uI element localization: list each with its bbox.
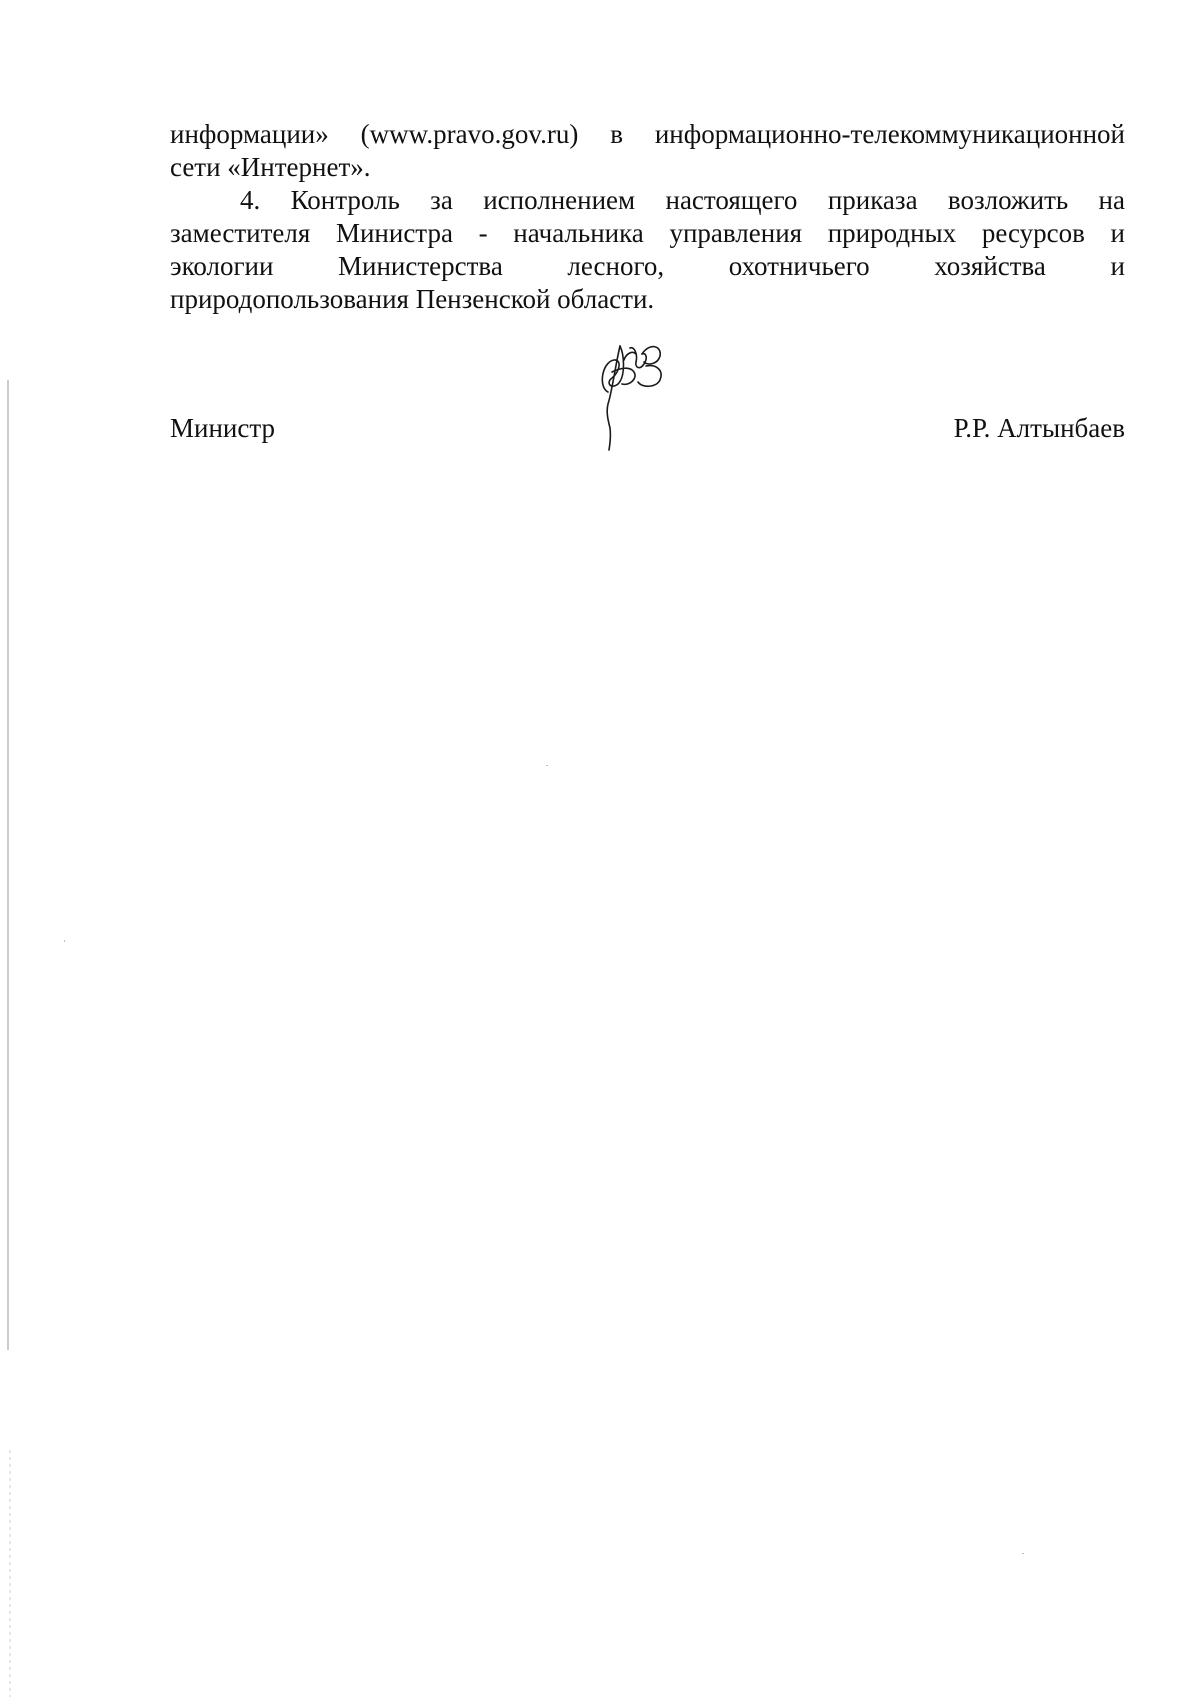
- text-line-content: информации» (www.pravo.gov.ru) в информационно-телекоммуникационной: [170, 119, 1125, 149]
- text-line: [170, 184, 1125, 217]
- word: экологии: [170, 251, 274, 281]
- scan-speck: [1022, 1553, 1024, 1554]
- paragraph-continuation: [170, 118, 1125, 184]
- signer-title: Министр: [170, 413, 275, 443]
- text-line: [170, 118, 1125, 151]
- text-line: [170, 217, 1125, 250]
- scan-edge-artifact: [6, 0, 12, 1697]
- scan-speck: [546, 765, 548, 766]
- word: хозяйства: [934, 251, 1046, 281]
- paragraph-4: [170, 184, 1125, 316]
- signer-name: Р.Р. Алтынбаев: [953, 413, 1125, 443]
- text-line: сети «Интернет».: [170, 152, 371, 182]
- signature-block: [170, 412, 1125, 452]
- text-line: природопользования Пензенской области.: [170, 284, 655, 314]
- text-line-content: 4. Контроль за исполнением настоящего приказа возложить на: [240, 185, 1125, 215]
- text-line-justified: [170, 250, 1125, 283]
- word: и: [1110, 251, 1125, 281]
- word: лесного,: [567, 251, 665, 281]
- word: Министерства: [338, 251, 503, 281]
- document-body: [170, 118, 1125, 316]
- word: охотничьего: [728, 251, 870, 281]
- scan-speck: [64, 940, 65, 942]
- text-line-content: заместителя Министра - начальника управления природных ресурсов и: [170, 218, 1125, 248]
